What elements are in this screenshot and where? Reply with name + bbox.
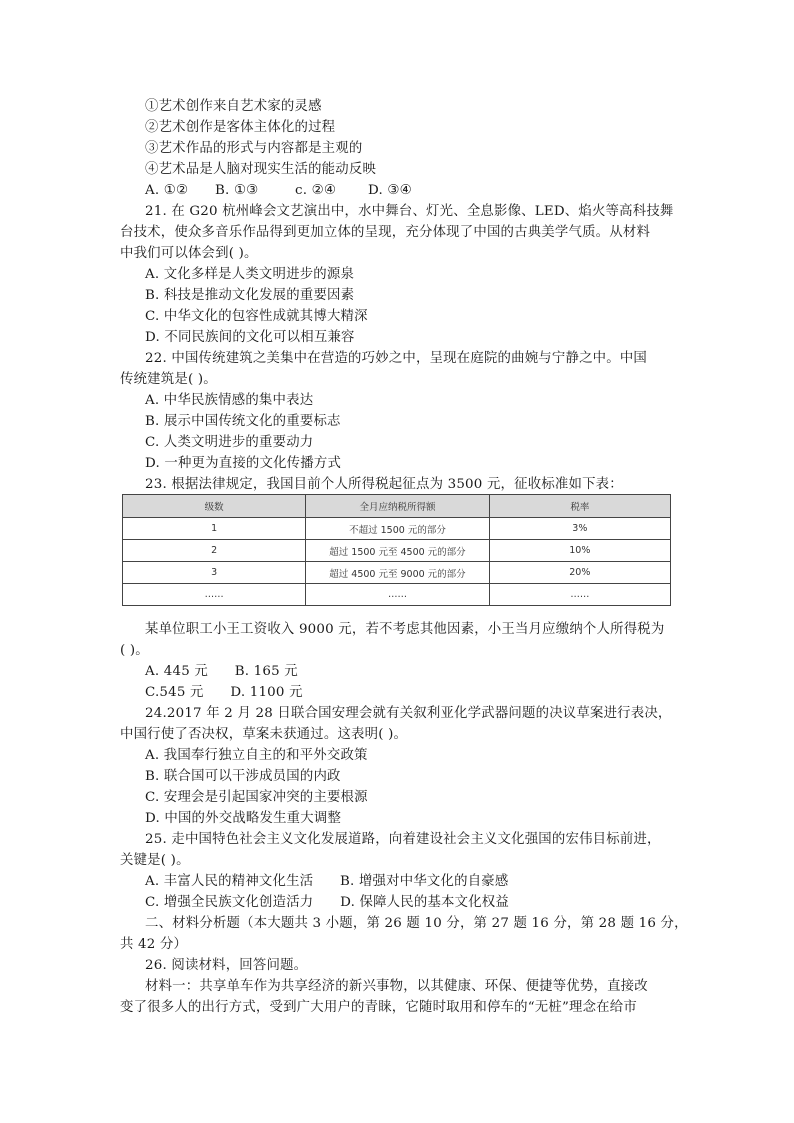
q20-option-c: c. ②④ [295, 183, 337, 198]
cell-rate: …… [489, 584, 670, 606]
q25-options-ab: A. 丰富人民的精神文化生活 B. 增强对中华文化的自豪感 [145, 874, 509, 889]
section2-heading-2: 共 42 分） [120, 937, 188, 952]
cell-income: 不超过 1500 元的部分 [306, 518, 489, 540]
q20-statement-1: ①艺术创作来自艺术家的灵感 [145, 99, 322, 114]
cell-level: 1 [123, 518, 306, 540]
q23-options-cd: C.545 元 D. 1100 元 [145, 685, 303, 700]
header-level: 级数 [123, 495, 306, 518]
q20-statement-4: ④艺术品是人脑对现实生活的能动反映 [145, 162, 377, 177]
q21-option-b: B. 科技是推动文化发展的重要因素 [145, 288, 355, 303]
q24-option-b: B. 联合国可以干涉成员国的内政 [145, 769, 341, 784]
cell-rate: 20% [489, 562, 670, 584]
cell-level: …… [123, 584, 306, 606]
table-row [123, 584, 671, 606]
table-header-row [123, 495, 671, 518]
cell-level: 2 [123, 540, 306, 562]
q22-option-d: D. 一种更为直接的文化传播方式 [145, 456, 342, 471]
q22-stem-2: 传统建筑是( )。 [120, 372, 217, 387]
q20-statement-3: ③艺术作品的形式与内容都是主观的 [145, 141, 363, 156]
q24-stem-2: 中国行使了否决权，草案未获通过。这表明( )。 [120, 727, 408, 742]
table-row [123, 540, 671, 562]
q23-options-ab: A. 445 元 B. 165 元 [145, 664, 298, 679]
q23-stem-2: 某单位职工小王工资收入 9000 元，若不考虑其他因素，小王当月应缴纳个人所得税为 [145, 622, 665, 637]
table-row [123, 562, 671, 584]
q21-option-d: D. 不同民族间的文化可以相互兼容 [145, 330, 355, 345]
cell-rate: 10% [489, 540, 670, 562]
q20-options [145, 181, 412, 201]
cell-income: 超过 1500 元至 4500 元的部分 [306, 540, 489, 562]
cell-income: 超过 4500 元至 9000 元的部分 [306, 562, 489, 584]
q24-option-a: A. 我国奉行独立自主的和平外交政策 [145, 748, 368, 763]
q26-stem: 26. 阅读材料，回答问题。 [145, 958, 308, 973]
q24-option-c: C. 安理会是引起国家冲突的主要根源 [145, 790, 368, 805]
cell-rate: 3% [489, 518, 670, 540]
q25-stem-1: 25. 走中国特色社会主义文化发展道路，向着建设社会主义文化强国的宏伟目标前进， [145, 832, 661, 847]
q21-option-a: A. 文化多样是人类文明进步的源泉 [145, 267, 355, 282]
q24-option-d: D. 中国的外交战略发生重大调整 [145, 811, 342, 826]
q21-stem-2: 台技术，使众多音乐作品得到更加立体的呈现，充分体现了中国的古典美学气质。从材料 [120, 225, 651, 240]
cell-level: 3 [123, 562, 306, 584]
q21-stem-3: 中我们可以体会到( )。 [120, 246, 258, 261]
q22-option-a: A. 中华民族情感的集中表达 [145, 393, 314, 408]
q25-stem-2: 关键是( )。 [120, 853, 190, 868]
section2-heading-1: 二、材料分析题（本大题共 3 小题，第 26 题 10 分，第 27 题 16 分，第 28 题 16 分， [145, 916, 688, 931]
q22-option-b: B. 展示中国传统文化的重要标志 [145, 414, 341, 429]
q22-option-c: C. 人类文明进步的重要动力 [145, 435, 314, 450]
header-income: 全月应纳税所得额 [306, 495, 489, 518]
q20-option-a: A. ①② [145, 183, 189, 198]
q25-options-cd: C. 增强全民族文化创造活力 D. 保障人民的基本文化权益 [145, 895, 509, 910]
q20-option-d: D. ③④ [368, 183, 412, 198]
tax-rate-table [122, 494, 671, 606]
material1-line-2: 变了很多人的出行方式，受到广大用户的青睐，它随时取用和停车的“无桩”理念在给市 [120, 1000, 637, 1015]
q21-option-c: C. 中华文化的包容性成就其博大精深 [145, 309, 368, 324]
q20-option-b: B. ①③ [215, 183, 259, 198]
material1-line-1: 材料一：共享单车作为共享经济的新兴事物，以其健康、环保、便捷等优势，直接改 [145, 979, 648, 994]
q23-stem-3: ( )。 [120, 643, 149, 658]
q23-stem-1: 23. 根据法律规定，我国目前个人所得税起征点为 3500 元，征收标准如下表： [145, 477, 623, 492]
q21-stem-1: 21. 在 G20 杭州峰会文艺演出中，水中舞台、灯光、全息影像、LED、焰火等高科技舞 [145, 204, 674, 219]
q22-stem-1: 22. 中国传统建筑之美集中在营造的巧妙之中，呈现在庭院的曲婉与宁静之中。中国 [145, 351, 648, 366]
cell-income: …… [306, 584, 489, 606]
q24-stem-1: 24.2017 年 2 月 28 日联合国安理会就有关叙利亚化学武器问题的决议草案进行表决， [145, 706, 672, 721]
table-row [123, 518, 671, 540]
header-rate: 税率 [489, 495, 670, 518]
q20-statement-2: ②艺术创作是客体主体化的过程 [145, 120, 336, 135]
